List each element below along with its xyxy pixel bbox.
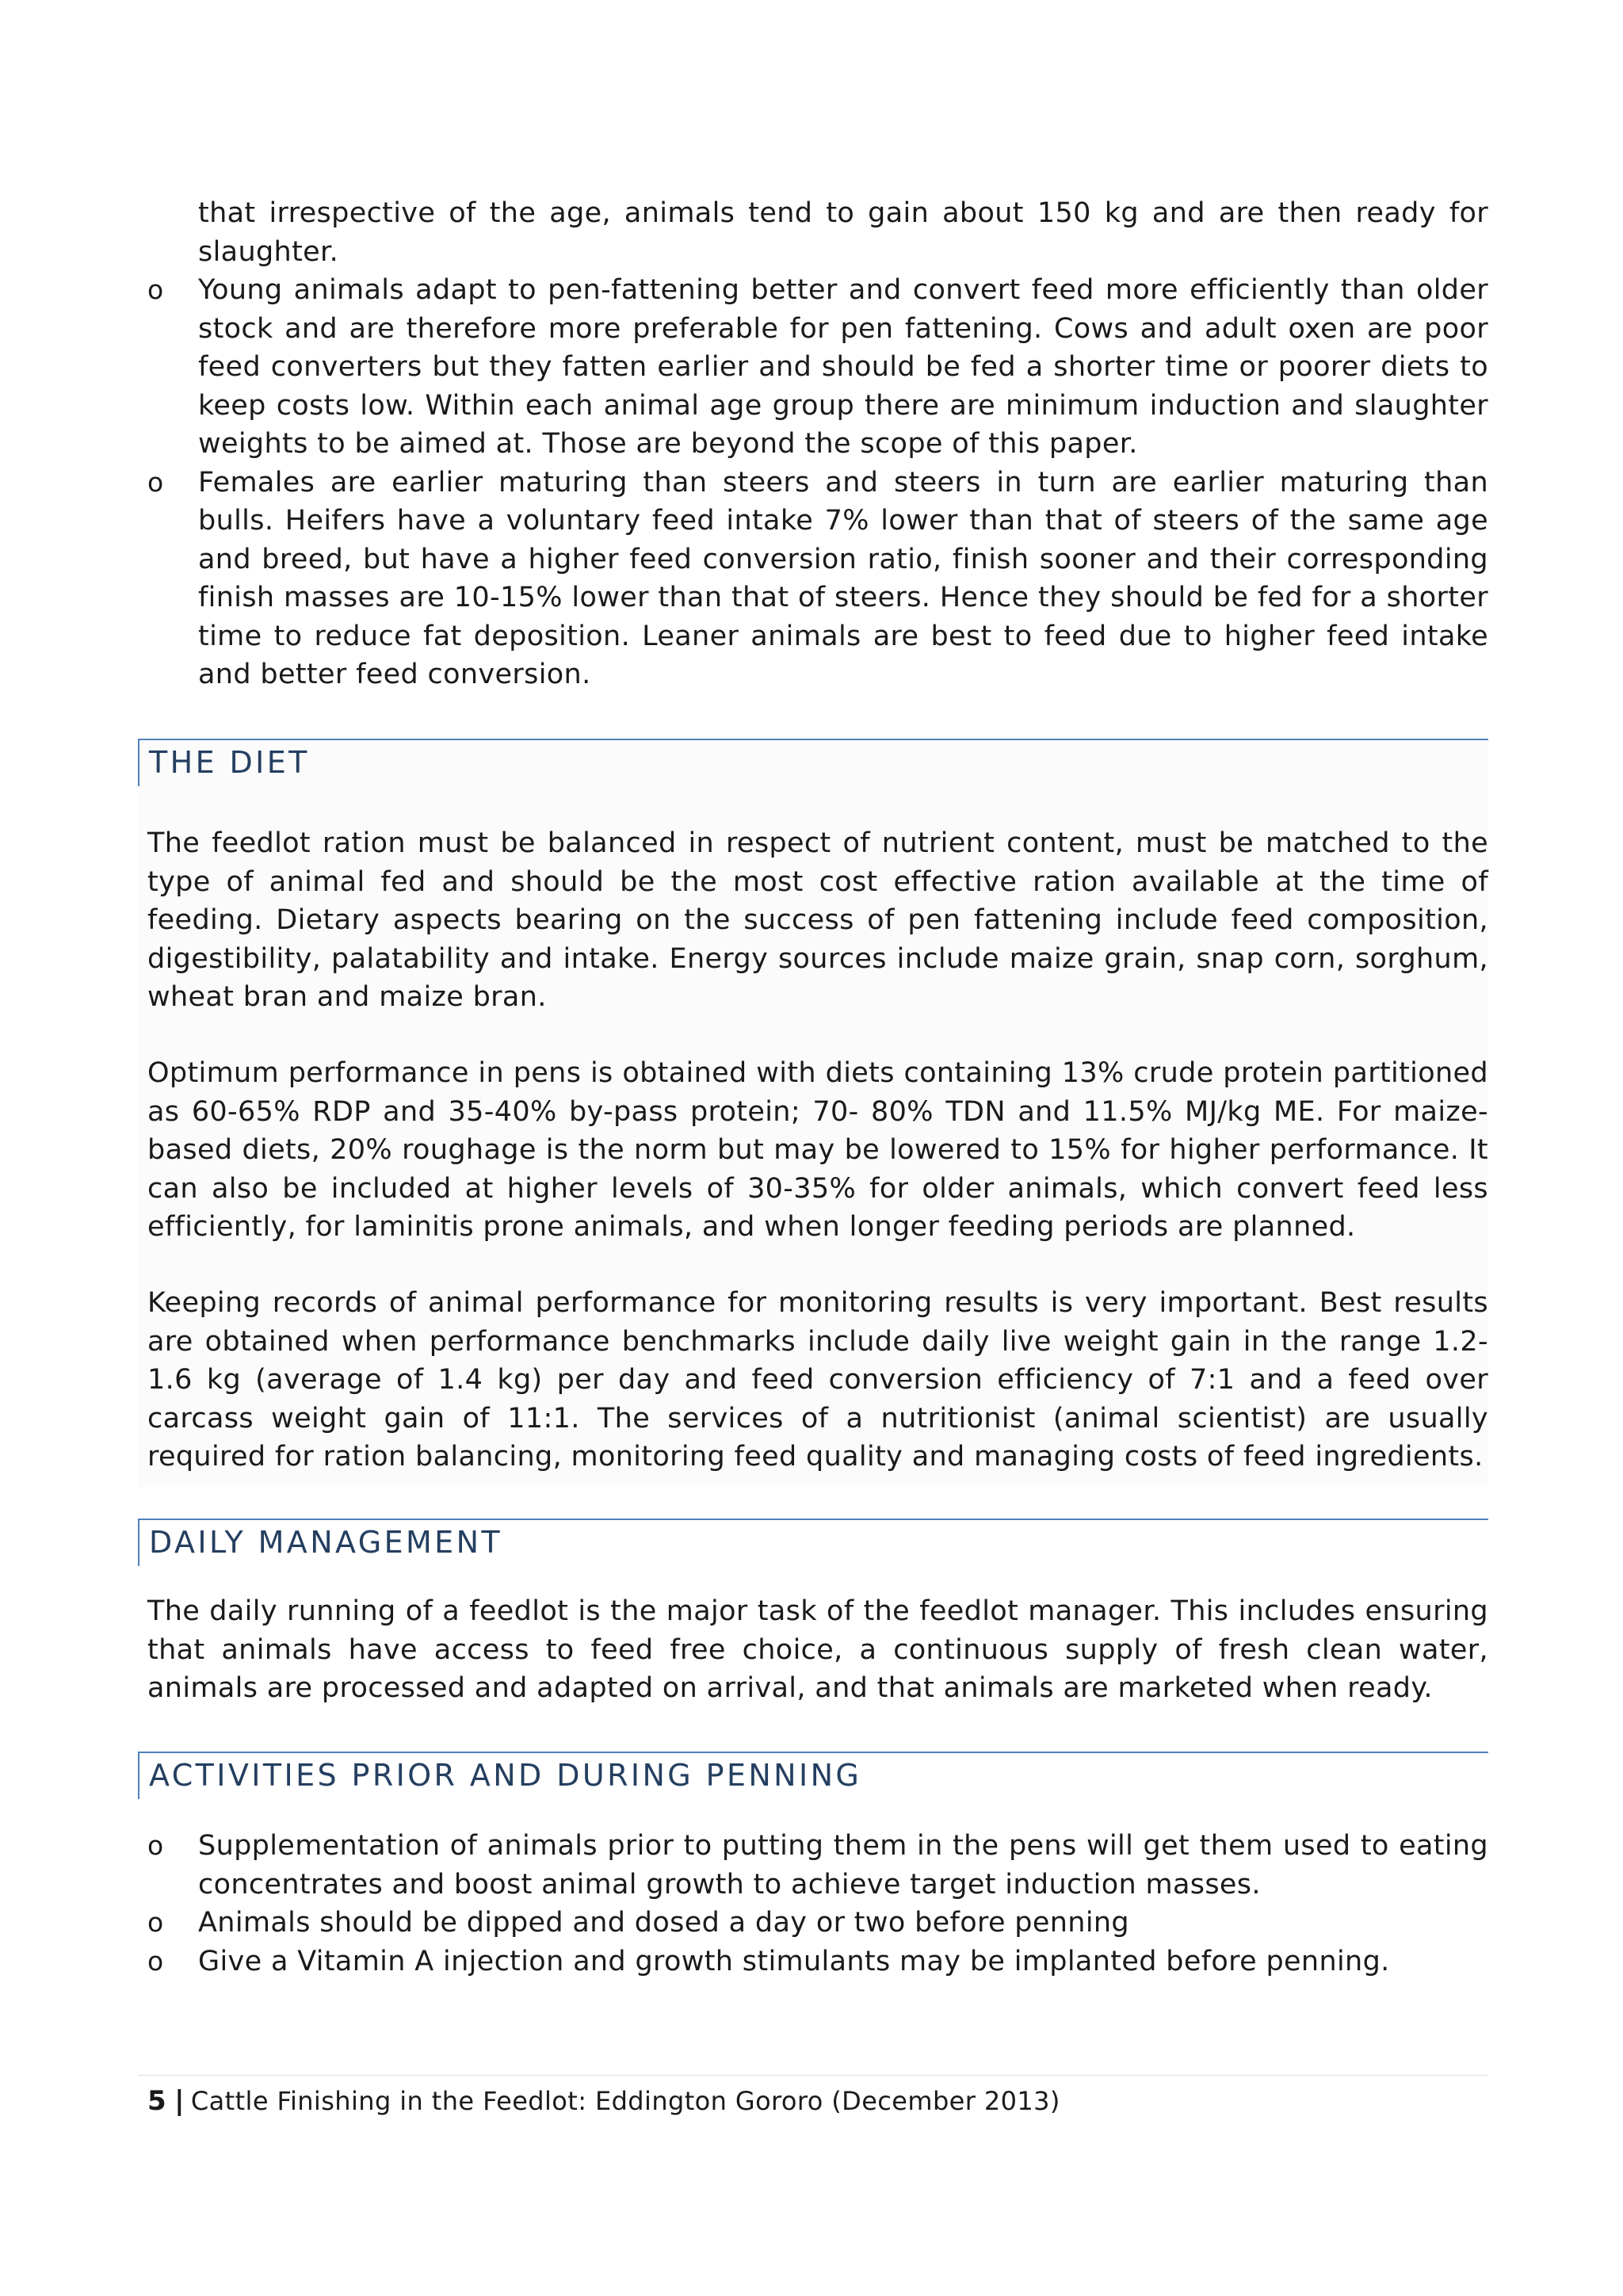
list-item xyxy=(138,271,1488,464)
diet-paragraph-3: Keeping records of animal performance for monitoring results is very important. Best results are obtained when performance benchmarks include daily live weight gain in the range 1.2-1.6 kg (average of 1.4 kg) per day and feed conversion efficiency of 7:1 and a feed over carcass weight gain of 11:1. The services of a nutritionist (animal scientist) are usually required for ration balancing, monitoring feed quality and managing costs of feed ingredients. xyxy=(147,1287,1488,1473)
footer-title: Cattle Finishing in the Feedlot: Eddington Gororo (December 2013) xyxy=(190,2086,1060,2116)
hollow-bullet-icon: o xyxy=(147,1945,164,1977)
hollow-bullet-icon: o xyxy=(147,274,164,305)
section-heading-activities xyxy=(138,1752,1488,1799)
section-heading-text: ACTIVITIES PRIOR AND DURING PENNING xyxy=(149,1758,862,1793)
list-item xyxy=(138,1904,1488,1943)
bullet-text: Supplementation of animals prior to putting them in the pens will get them used to eating concentrates and boost animal growth to achieve target induction masses. xyxy=(198,1830,1488,1901)
page-number: 5 xyxy=(147,2085,167,2117)
list-item xyxy=(138,1827,1488,1904)
section-heading-text: THE DIET xyxy=(149,745,310,780)
hollow-bullet-icon: o xyxy=(147,1830,164,1861)
diet-paragraph-2: Optimum performance in pens is obtained with diets containing 13% crude protein partitioned as 60-65% RDP and 35-40% by-pass protein; 70- 80% TDN and 11.5% MJ/kg ME. For maize-based diets, 20% roughage is the norm but may be lowered to 15% for higher performance. It can also be included at higher levels of 30-35% for older animals, which convert feed less efficiently, for laminitis prone animals, and when longer feeding periods are planned. xyxy=(147,1057,1488,1243)
hollow-bullet-icon: o xyxy=(147,466,164,498)
daily-management-paragraph: The daily running of a feedlot is the major task of the feedlot manager. This includes ensuring that animals have access to feed free choice, a continuous supply of fresh clean water, animals are processed and adapted on arrival, and that animals are marketed when ready. xyxy=(147,1595,1488,1704)
section-heading-daily-management xyxy=(138,1519,1488,1566)
intro-bullet-list xyxy=(138,271,1488,694)
bullet-text: Females are earlier maturing than steers and steers in turn are earlier maturing than bulls. Heifers have a voluntary feed intake 7% lower than that of steers of the same age and breed, but have a higher feed conversion ratio, finish sooner and their corresponding finish masses are 10-15% lower than that of steers. Hence they should be fed for a shorter time to reduce fat deposition. Leaner animals are best to feed due to higher feed intake and better feed conversion. xyxy=(198,466,1488,690)
list-item xyxy=(138,1943,1488,1981)
section-heading-text: DAILY MANAGEMENT xyxy=(149,1525,503,1560)
bullet-text: Give a Vitamin A injection and growth stimulants may be implanted before penning. xyxy=(198,1945,1390,1977)
continuation-text: that irrespective of the age, animals tend to gain about 150 kg and are then ready for slaughter. xyxy=(198,197,1488,268)
activities-bullet-list xyxy=(138,1827,1488,1981)
bullet-text: Young animals adapt to pen-fattening better and convert feed more efficiently than older stock and are therefore more preferable for pen fattening. Cows and adult oxen are poor feed converters but they fatten earlier and should be fed a shorter time or poorer diets to keep costs low. Within each animal age group there are minimum induction and slaughter weights to be aimed at. Those are beyond the scope of this paper. xyxy=(198,274,1488,460)
page-footer xyxy=(138,2075,1488,2117)
footer-separator: | xyxy=(174,2085,185,2117)
section-heading-diet xyxy=(138,739,1488,786)
bullet-text: Animals should be dipped and dosed a day or two before penning xyxy=(198,1907,1129,1939)
hollow-bullet-icon: o xyxy=(147,1907,164,1938)
diet-paragraph-1: The feedlot ration must be balanced in respect of nutrient content, must be matched to the type of animal fed and should be the most cost effective ration available at the time of feeding. Dietary aspects bearing on the success of pen fattening include feed composition, digestibility, palatability and intake. Energy sources include maize grain, snap corn, sorghum, wheat bran and maize bran. xyxy=(147,827,1488,1013)
list-item xyxy=(138,464,1488,694)
